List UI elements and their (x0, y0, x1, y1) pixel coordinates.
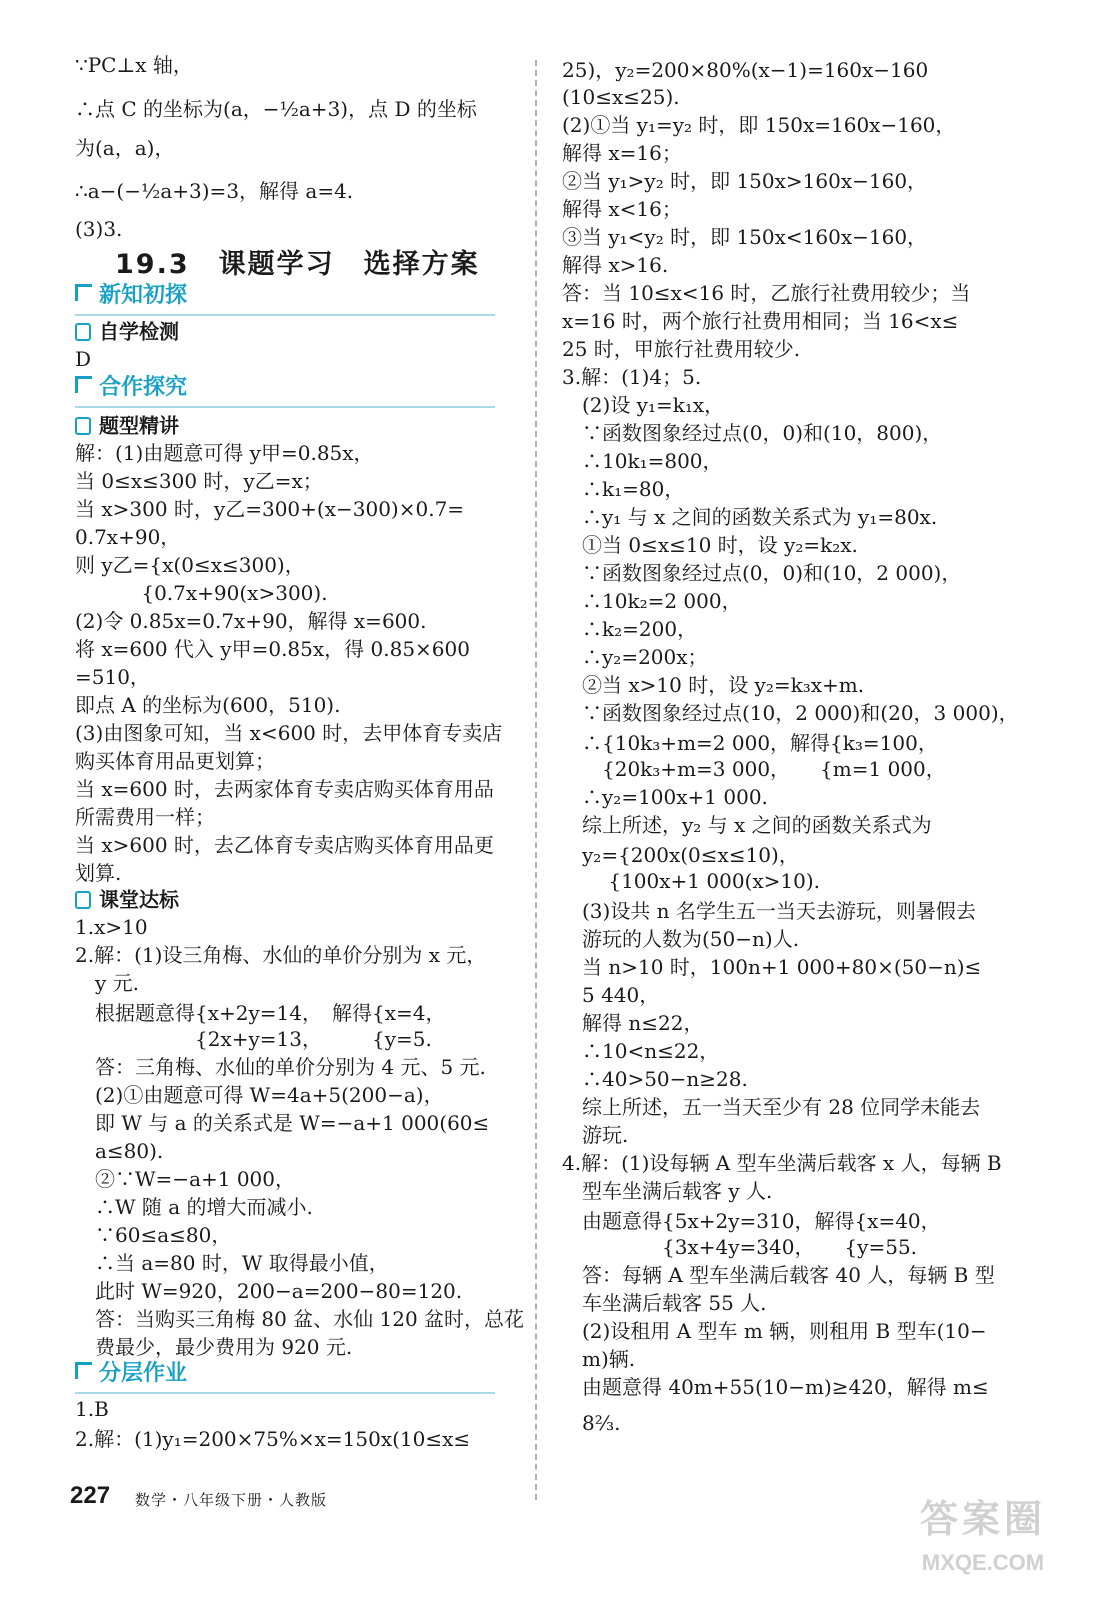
text-line: (10≤x≤25). (562, 85, 680, 109)
subheading-ketang (75, 884, 179, 914)
text-line: ∴y₁ 与 x 之间的函数关系式为 y₁=80x. (562, 505, 938, 529)
text-line: 将 x=600 代入 y甲=0.85x，得 0.85×600 (75, 637, 470, 661)
text-line: (3)设共 n 名学生五一当天去游玩，则暑假去 (562, 899, 976, 923)
text-line: ③当 y₁<y₂ 时，即 150x<160x−160， (562, 225, 928, 249)
text-line: 费最少，最少费用为 920 元. (75, 1335, 353, 1359)
subheading-label: 自学检测 (99, 319, 179, 344)
text-line: 8⅔. (562, 1411, 621, 1435)
text-line: (2)①当 y₁=y₂ 时，即 150x=160x−160， (562, 113, 956, 137)
text-line: (2)设租用 A 型车 m 辆，则租用 B 型车(10− (562, 1319, 987, 1343)
text-line: {3x+4y=340， {y=55. (562, 1235, 918, 1259)
subheading-label: 课堂达标 (99, 887, 179, 912)
text-line: =510， (75, 665, 150, 689)
subheading-label: 题型精讲 (99, 413, 179, 438)
text-line: {100x+1 000(x>10). (562, 869, 820, 893)
text-line: 划算. (75, 861, 122, 885)
text-line: 0.7x+90， (75, 525, 181, 549)
text-line: 25 时，甲旅行社费用较少. (562, 337, 801, 361)
text-line: 解得 x=16； (562, 141, 682, 165)
text-line: ∴{10k₃+m=2 000，解得{k₃=100， (562, 731, 938, 755)
text-line: ∴点 C 的坐标为(a，−½a+3)，点 D 的坐标 (75, 97, 477, 121)
text-line: {2x+y=13， {y=5. (75, 1027, 432, 1051)
text-line: y₂={200x(0≤x≤10)， (562, 843, 799, 867)
text-line: 由题意得 40m+55(10−m)≥420，解得 m≤ (562, 1375, 989, 1399)
text-line: 1.B (75, 1397, 109, 1421)
text-line: (2)令 0.85x=0.7x+90，解得 x=600. (75, 609, 427, 633)
section-band-xinzhi (75, 280, 495, 316)
text-line: 2.解：(1)设三角梅、水仙的单价分别为 x 元， (75, 943, 487, 967)
text-line: 1.x>10 (75, 915, 148, 939)
text-line: ∴y₂=100x+1 000. (562, 785, 768, 809)
text-line: 2.解：(1)y₁=200×75%×x=150x(10≤x≤ (75, 1427, 471, 1451)
text-line: ∴10k₁=800， (562, 449, 723, 473)
text-line: m)辆. (562, 1347, 636, 1371)
text-line: 购买体育用品更划算； (75, 749, 275, 773)
text-line: 根据题意得{x+2y=14， 解得{x=4， (75, 1001, 446, 1025)
column-divider (535, 60, 537, 1500)
text-line: ∴W 随 a 的增大而减小. (75, 1195, 313, 1219)
page-number: 227 (70, 1482, 111, 1509)
text-line: ∴y₂=200x； (562, 645, 708, 669)
text-line: 当 x>600 时，去乙体育专卖店购买体育用品更 (75, 833, 494, 857)
text-line: ∴当 a=80 时，W 取得最小值， (75, 1251, 389, 1275)
text-line: ∵函数图象经过点(0，0)和(10，2 000)， (562, 561, 962, 585)
text-line: 即点 A 的坐标为(600，510). (75, 693, 341, 717)
section-marker-icon (75, 1362, 92, 1379)
text-line: y 元. (75, 971, 140, 995)
text-line: 当 0≤x≤300 时，y乙=x； (75, 469, 323, 493)
text-line: 解得 n≤22， (562, 1011, 704, 1035)
text-line: 答：当 10≤x<16 时，乙旅行社费用较少；当 (562, 281, 971, 305)
band-label: 分层作业 (99, 1361, 188, 1386)
text-line: ∴40>50−n≥28. (562, 1067, 748, 1091)
text-line: 即 W 与 a 的关系式是 W=−a+1 000(60≤ (75, 1111, 490, 1135)
text-line: ∵函数图象经过点(10，2 000)和(20，3 000)， (562, 701, 1019, 725)
footer-label: 数学・八年级下册・人教版 (135, 1491, 328, 1509)
text-line: ②当 y₁>y₂ 时，即 150x>160x−160， (562, 169, 928, 193)
text-line: ∴10<n≤22， (562, 1039, 720, 1063)
text-line: 游玩. (562, 1123, 629, 1147)
text-line: ①当 0≤x≤10 时，设 y₂=k₂x. (562, 533, 858, 557)
text-line: ∵60≤a≤80， (75, 1223, 232, 1247)
section-marker-icon (75, 284, 92, 301)
band-label: 合作探究 (99, 375, 188, 400)
text-line: ∵PC⊥x 轴， (75, 53, 193, 77)
text-line: 当 x>300 时，y乙=300+(x−300)×0.7= (75, 497, 465, 521)
text-line: 解得 x<16； (562, 197, 682, 221)
band-label: 新知初探 (99, 283, 188, 308)
text-line: 游玩的人数为(50−n)人. (562, 927, 800, 951)
text-line: ∴k₂=200， (562, 617, 698, 641)
section-marker-icon (75, 376, 92, 393)
text-line: 综上所述，五一当天至少有 28 位同学未能去 (562, 1095, 981, 1119)
text-line: 3.解：(1)4；5. (562, 365, 702, 389)
pencil-icon (75, 323, 91, 341)
text-line: ∴a−(−½a+3)=3，解得 a=4. (75, 179, 354, 203)
text-line: 则 y乙={x(0≤x≤300)， (75, 553, 305, 577)
text-line: 解：(1)由题意可得 y甲=0.85x， (75, 441, 374, 465)
text-line: 此时 W=920，200−a=200−80=120. (75, 1279, 463, 1303)
text-line: ∵函数图象经过点(0，0)和(10，800)， (562, 421, 943, 445)
text-line: x=16 时，两个旅行社费用相同；当 16<x≤ (562, 309, 959, 333)
text-line: ∴10k₂=2 000， (562, 589, 742, 613)
text-line: 当 x=600 时，去两家体育专卖店购买体育用品 (75, 777, 494, 801)
text-line: 5 440， (562, 983, 660, 1007)
text-line: (2)设 y₁=k₁x， (562, 393, 725, 417)
text-line: ∴k₁=80， (562, 477, 685, 501)
text-line: 4.解：(1)设每辆 A 型车坐满后载客 x 人，每辆 B (562, 1151, 1002, 1175)
text-line: 综上所述，y₂ 与 x 之间的函数关系式为 (562, 813, 932, 837)
text-line: 25)，y₂=200×80%(x−1)=160x−160 (562, 58, 929, 82)
text-line: 当 n>10 时，100n+1 000+80×(50−n)≤ (562, 955, 982, 979)
watermark-url: MXQE.COM (921, 1550, 1045, 1575)
text-line: 答：每辆 A 型车坐满后载客 40 人，每辆 B 型 (562, 1263, 995, 1287)
subheading-zixue (75, 316, 179, 346)
section-title: 19.3 课题学习 选择方案 (115, 249, 480, 280)
text-line: 为(a，a)， (75, 136, 175, 160)
text-line: ②当 x>10 时，设 y₂=k₃x+m. (562, 673, 865, 697)
answer-line: D (75, 347, 92, 371)
text-line: ②∵W=−a+1 000， (75, 1167, 296, 1191)
text-line: {0.7x+90(x>300). (75, 581, 328, 605)
text-line: 型车坐满后载客 y 人. (562, 1179, 773, 1203)
text-line: (3)由图象可知，当 x<600 时，去甲体育专卖店 (75, 721, 503, 745)
section-band-fenceng (75, 1358, 495, 1394)
subheading-tixing (75, 410, 179, 440)
lightbulb-icon (75, 417, 91, 435)
watermark-logo: 答案圈 (919, 1499, 1046, 1541)
text-line: {20k₃+m=3 000， {m=1 000， (562, 757, 946, 781)
text-line: a≤80). (75, 1139, 164, 1163)
watermark (898, 1492, 1068, 1588)
text-line: 车坐满后载客 55 人. (562, 1291, 767, 1315)
text-line: 所需费用一样； (75, 805, 215, 829)
section-band-hezuo (75, 372, 495, 408)
text-line: (2)①由题意可得 W=4a+5(200−a)， (75, 1083, 444, 1107)
text-line: 解得 x>16. (562, 253, 669, 277)
text-line: (3)3. (75, 217, 123, 241)
text-line: 答：三角梅、水仙的单价分别为 4 元、5 元. (75, 1055, 486, 1079)
text-line: 由题意得{5x+2y=310，解得{x=40， (562, 1209, 941, 1233)
book-icon (75, 891, 91, 909)
text-line: 答：当购买三角梅 80 盆、水仙 120 盆时，总花 (75, 1307, 525, 1331)
